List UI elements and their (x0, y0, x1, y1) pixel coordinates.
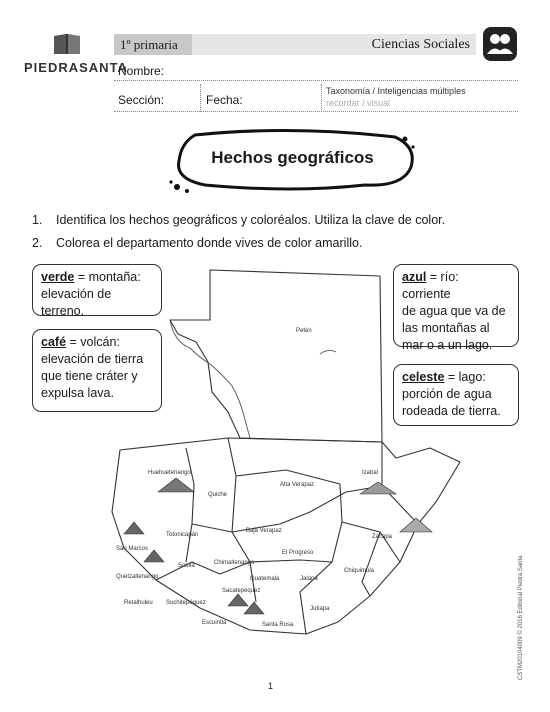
map-label-huehuetenango: Huehuetenango (148, 470, 191, 476)
key-verde (32, 264, 162, 316)
instruction-text: Colorea el departamento donde vives de color amarillo. (56, 236, 363, 250)
volcano-icon (244, 602, 264, 614)
map-label-quetzaltenango: Quetzaltenango (116, 574, 159, 580)
map-label-totonicapan: Totonicapán (166, 532, 199, 538)
map-label-chimaltenango: Chimaltenango (214, 560, 255, 566)
mountain-icon (360, 482, 396, 494)
instruction-number: 1. (32, 213, 43, 227)
page-title: Hechos geográficos (211, 148, 374, 167)
instruction-2 (32, 236, 362, 250)
key-text: = lago: (444, 370, 486, 384)
border (228, 438, 236, 532)
map-label-jutiapa: Jutiapa (310, 606, 330, 612)
instruction-text: Identifica los hechos geográficos y coloréalos. Utiliza la clave de color. (56, 213, 446, 227)
border (186, 448, 194, 562)
key-text: expulsa lava. (41, 386, 114, 400)
map-label-zacapa: Zacapa (372, 534, 393, 540)
map-label-guatemala: Guatemala (250, 576, 280, 582)
map-label-sacatepequez: Sacatepéquez (222, 588, 261, 594)
instruction-1 (32, 213, 445, 227)
map-label-izabal: Izabal (362, 470, 379, 476)
key-text: mar o a un lago. (402, 338, 493, 352)
volcano-icon (228, 594, 248, 606)
lake (320, 350, 336, 354)
section-field-line[interactable] (114, 111, 518, 112)
key-cafe (32, 329, 162, 412)
map-label-peten: Petén (296, 328, 312, 334)
section-label: Sección: (118, 93, 165, 107)
map-label-baja-verapaz: Baja Verapaz (246, 528, 282, 534)
volcano-icon (124, 522, 144, 534)
key-celeste (393, 364, 519, 426)
map-label-jalapa: Jalapa (300, 576, 318, 582)
key-text: elevación de terreno. (41, 287, 112, 318)
map-label-solola: Sololá (178, 563, 195, 569)
key-term: azul (402, 270, 427, 284)
map-label-suchitepequez: Suchitepéquez (166, 600, 206, 606)
map-label-el-progreso: El Progreso (282, 550, 314, 556)
footer-code: CSTM20104009 © 2016 Editorial Piedra Santa (518, 555, 524, 680)
key-term: verde (41, 270, 75, 284)
map-label-quiche: Quiché (208, 492, 228, 498)
key-text: rodeada de tierra. (402, 404, 501, 418)
map-label-santa-rosa: Santa Rosa (262, 622, 294, 628)
south-region (112, 438, 460, 634)
key-text: elevación de tierra (41, 352, 144, 366)
key-term: café (41, 335, 67, 349)
key-text: porción de agua (402, 387, 492, 401)
key-text: de agua que va de (402, 304, 506, 318)
key-azul (393, 264, 519, 352)
subject-label: Ciencias Sociales (371, 37, 470, 52)
divider (200, 84, 201, 112)
taxonomy-title: Taxonomía / Inteligencias múltiples (326, 86, 466, 96)
map-label-escuintla: Escuintla (202, 620, 227, 626)
book-logo-icon (52, 32, 82, 56)
page-number: 1 (268, 681, 274, 691)
mountain-icon (400, 518, 432, 532)
divider (321, 84, 322, 112)
taxonomy-values: recordar / visual (326, 98, 391, 108)
key-term: celeste (402, 370, 445, 384)
border (362, 532, 380, 596)
peten-region (170, 270, 382, 442)
grade-label: 1º primaria (114, 34, 192, 55)
key-text: = río: corriente (402, 270, 459, 301)
instruction-number: 2. (32, 236, 43, 250)
key-text: = montaña: (74, 270, 141, 284)
name-field-line[interactable] (114, 80, 518, 81)
name-label: Nombre: (118, 64, 165, 78)
brand-name: PIEDRASANTA (24, 60, 128, 75)
map-label-alta-verapaz: Alta Verapaz (280, 482, 315, 488)
key-text: que tiene cráter y (41, 369, 138, 383)
people-icon (483, 27, 517, 61)
map-label-san-marcos: San Marcos (116, 546, 149, 552)
map-label-retalhuleu: Retalhuleu (124, 600, 153, 606)
date-label: Fecha: (206, 93, 243, 107)
key-text: = volcán: (66, 335, 120, 349)
border (250, 560, 332, 562)
key-text: las montañas al (402, 321, 490, 335)
map-label-chiquimula: Chiquimula (344, 568, 375, 574)
mountain-icon (158, 478, 194, 492)
